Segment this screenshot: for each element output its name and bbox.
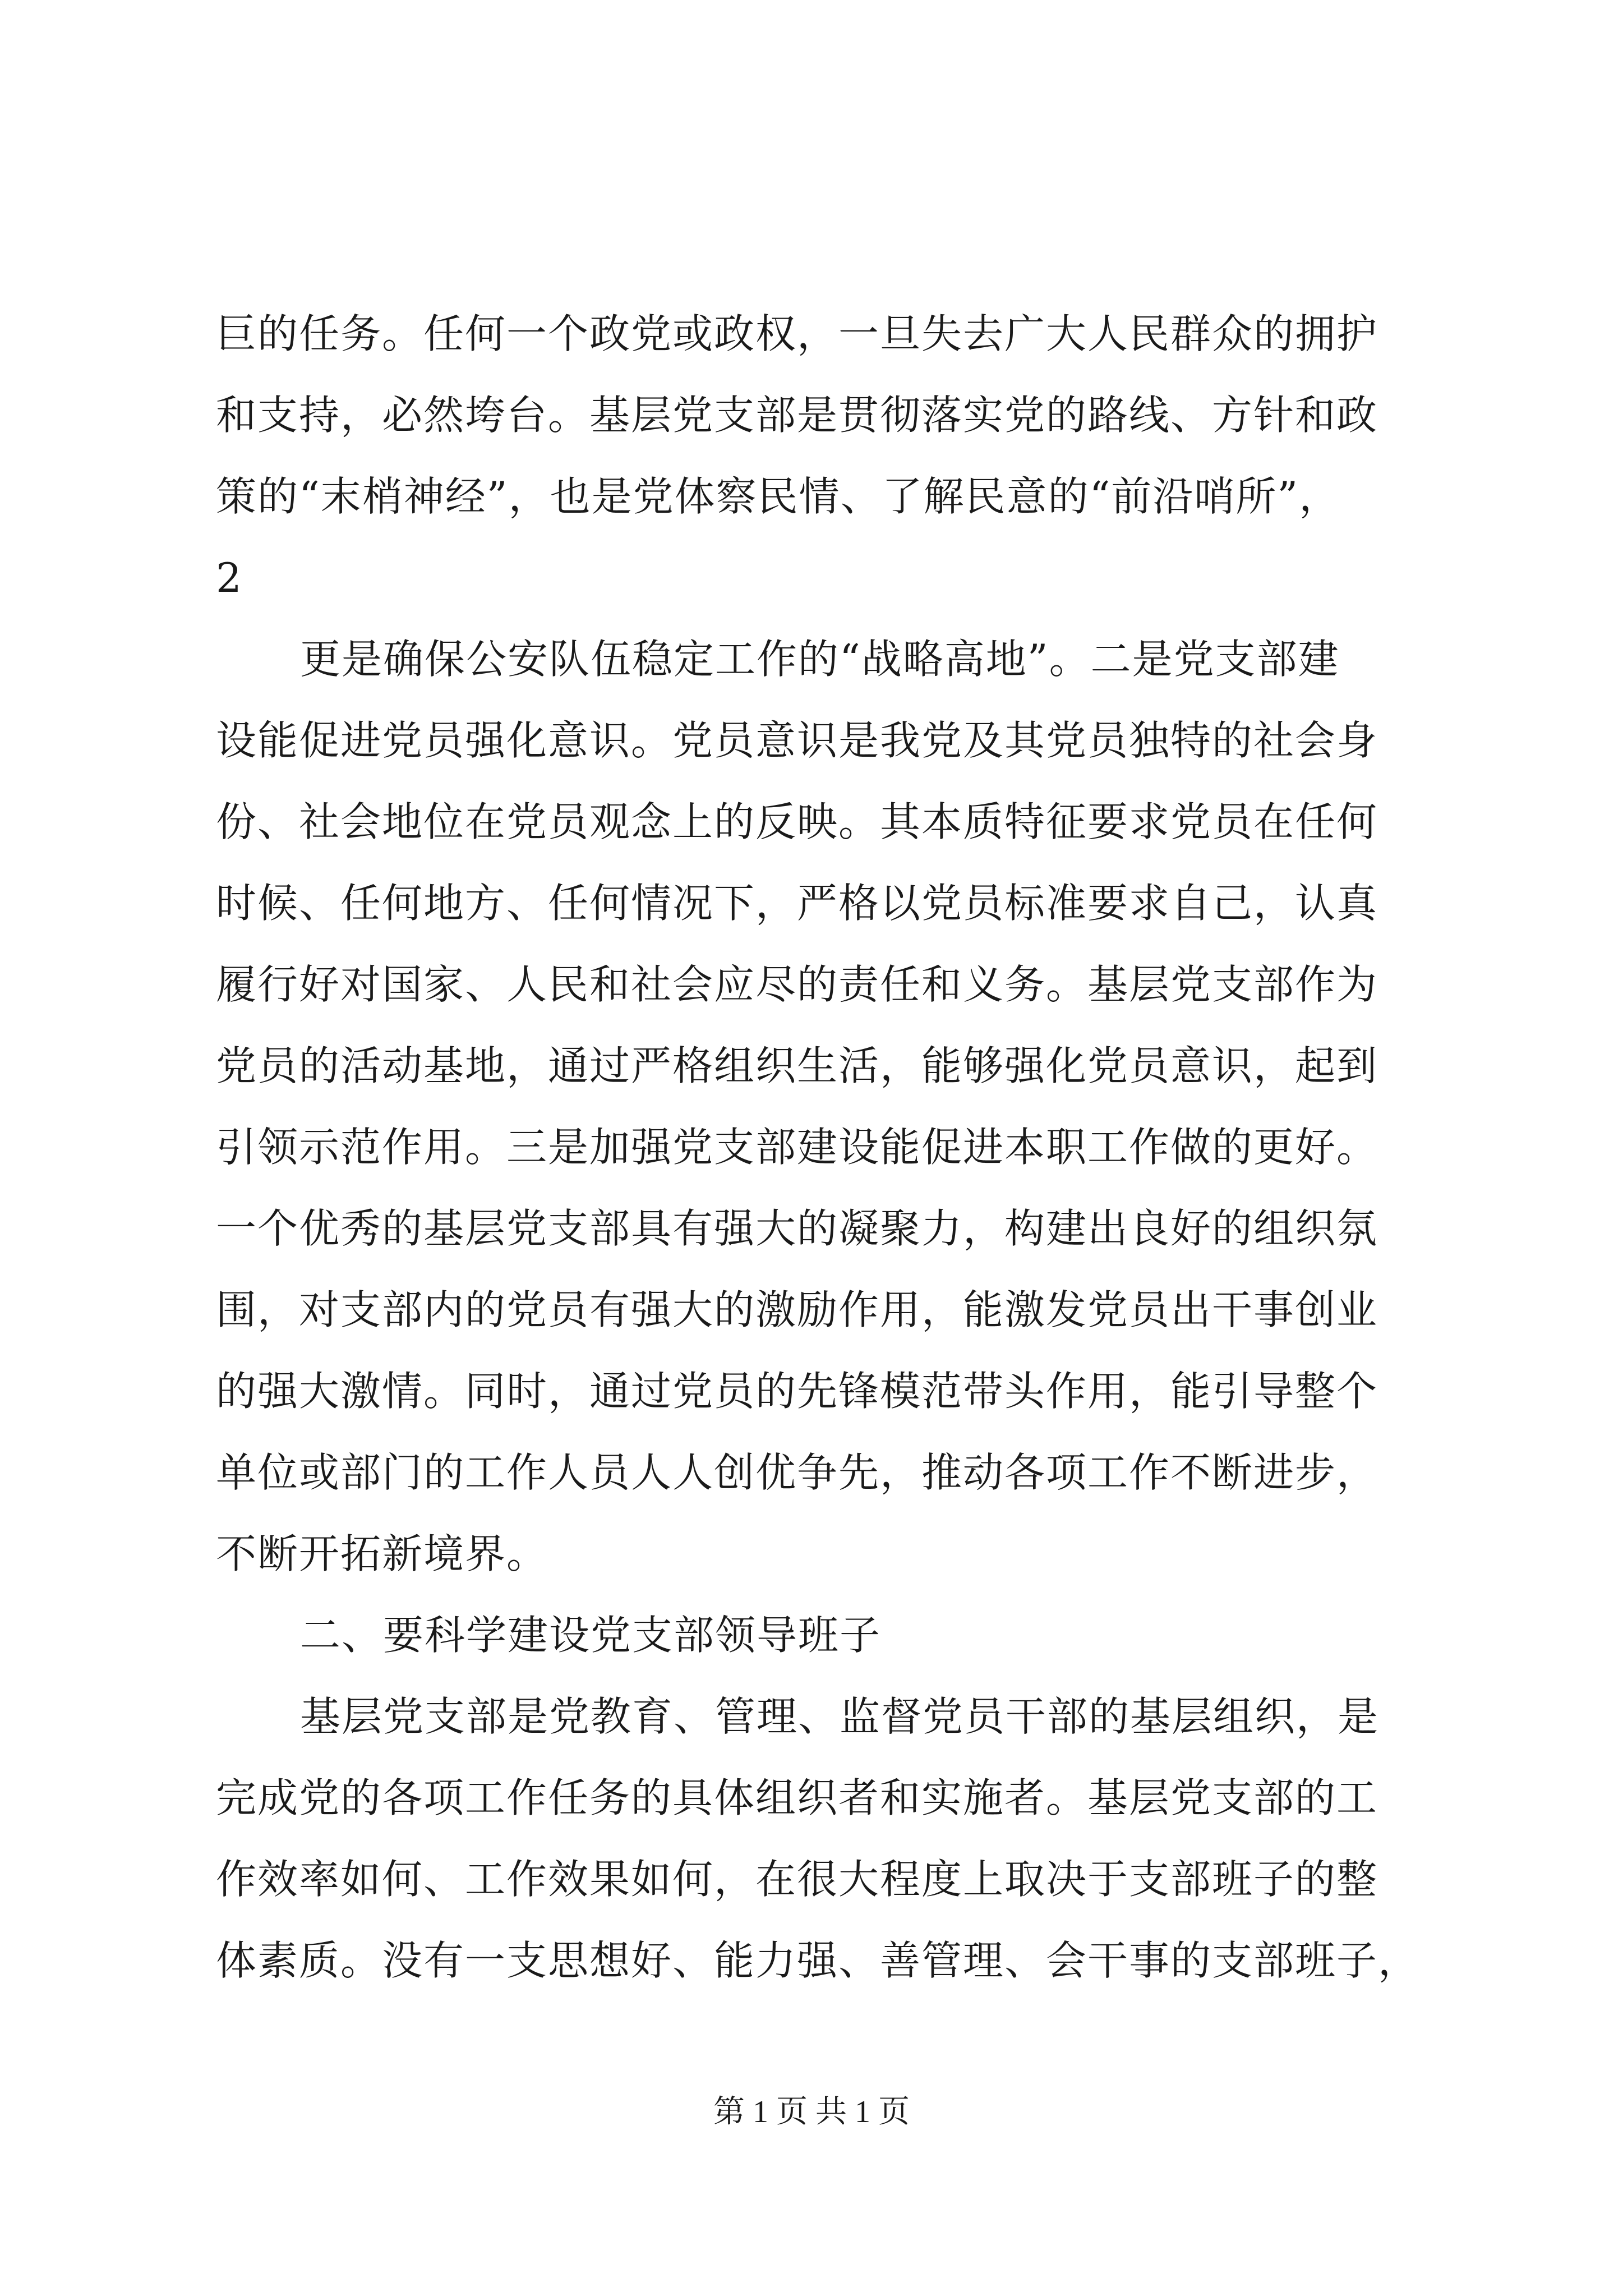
body-line: 引领示范作用。三是加强党支部建设能促进本职工作做的更好。 [216, 1124, 1378, 1171]
body-line: 履行好对国家、人民和社会应尽的责任和义务。基层党支部作为 [216, 961, 1378, 1008]
body-line: 份、社会地位在党员观念上的反映。其本质特征要求党员在任何 [216, 798, 1378, 845]
body-line: 巨的任务。任何一个政党或政权，一旦失去广大人民群众的拥护 [216, 310, 1378, 357]
section-heading: 二、要科学建设党支部领导班子 [300, 1612, 882, 1659]
body-line: 围，对支部内的党员有强大的激励作用，能激发党员出干事创业 [216, 1286, 1378, 1333]
body-line: 时候、任何地方、任何情况下，严格以党员标准要求自己，认真 [216, 880, 1378, 927]
body-line: 党员的活动基地，通过严格组织生活，能够强化党员意识，起到 [216, 1042, 1378, 1089]
page-number-marker: 2 [216, 554, 243, 601]
body-line: 不断开拓新境界。 [216, 1530, 548, 1577]
body-line: 的强大激情。同时，通过党员的先锋模范带头作用，能引导整个 [216, 1368, 1378, 1415]
body-line: 完成党的各项工作任务的具体组织者和实施者。基层党支部的工 [216, 1774, 1378, 1821]
paragraph-start: 更是确保公安队伍稳定工作的“战略高地”。二是党支部建 [300, 636, 1340, 683]
body-line: 策的“末梢神经”，也是党体察民情、了解民意的“前沿哨所”， [216, 473, 1341, 520]
page-footer: 第 1 页 共 1 页 [713, 2095, 910, 2129]
paragraph-start: 基层党支部是党教育、管理、监督党员干部的基层组织，是 [300, 1693, 1380, 1740]
body-line: 体素质。没有一支思想好、能力强、善管理、会干事的支部班子， [216, 1937, 1420, 1984]
body-line: 单位或部门的工作人员人人创优争先，推动各项工作不断进步， [216, 1449, 1378, 1496]
body-line: 设能促进党员强化意识。党员意识是我党及其党员独特的社会身 [216, 717, 1378, 764]
body-line: 作效率如何、工作效果如何，在很大程度上取决于支部班子的整 [216, 1856, 1378, 1903]
body-line: 一个优秀的基层党支部具有强大的凝聚力，构建出良好的组织氛 [216, 1205, 1378, 1252]
body-line: 和支持，必然垮台。基层党支部是贯彻落实党的路线、方针和政 [216, 392, 1378, 439]
